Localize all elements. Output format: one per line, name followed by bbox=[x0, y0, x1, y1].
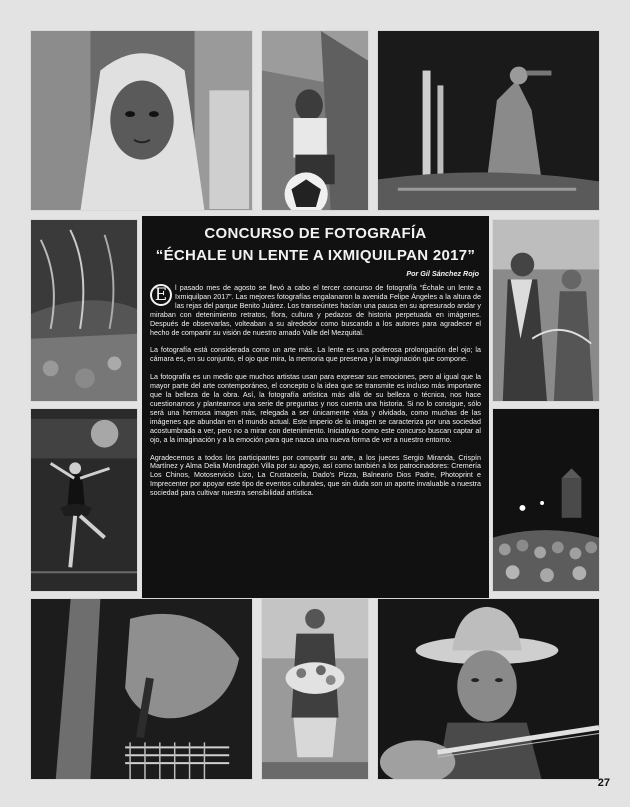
paragraph-1-text: l pasado mes de agosto se llevó a cabo el tercer concurso de fotografía “Échale un lente a Ixmiquilpan 2017”. Las mejores fotografías engalanaron la avenida Felipe Ángeles a la altura de las rejas del parque Benito Juárez. Los transeúntes hacían una pausa en su apresurado andar y miraban con detenimiento retratos, flora, cultura y pedazos de historia perpetuada en imágenes. Después de observarlas, volteaban a su alrededor como buscando a los autores para agradecer el hecho de compartir su visión de nuestro amado Valle del Mezquital. bbox=[150, 284, 481, 337]
article-byline: Por Gil Sánchez Rojo bbox=[406, 269, 479, 278]
article-paragraph-4: Agradecemos a todos los participantes por compartir su arte, a los jueces Sergio Miranda, Crispín Martínez y Alma Delia Mondragón Villa por su apoyo, así como también a los patrocinadores: Cremería Los Chinos, Motoservicio Lizo, La Crustacería, Dado's Pizza, Balneario Dios Padre, Photoprint e Imprecenter por apoyar este tipo de eventos culturales, que sin duda son un aporte invaluable a nuestra sociedad para cultivar nuestra sensibilidad artística. bbox=[150, 453, 481, 498]
article-paragraph-1 bbox=[150, 284, 481, 337]
photo-market-women bbox=[492, 219, 600, 402]
photo-hands-weaving bbox=[30, 598, 253, 780]
article-title-line2: “ÉCHALE UN LENTE A IXMIQUILPAN 2017” bbox=[155, 247, 476, 264]
page-number: 27 bbox=[597, 777, 610, 789]
photo-boy-with-soccer-ball bbox=[261, 30, 369, 211]
article-title-line1: CONCURSO DE FOTOGRAFÍA bbox=[204, 225, 427, 242]
article-paragraph-2: La fotografía está considerada como un arte más. La lente es una poderosa prolongación del ojo; la cámara es, en su conjunto, el ojo que mira, la memoria que preserva y la imaginación que compone. bbox=[150, 346, 481, 364]
photo-woman-with-flowers bbox=[261, 598, 369, 780]
dropcap-letter: E bbox=[150, 284, 172, 306]
photo-guitarist-in-hat bbox=[377, 598, 600, 780]
article-block bbox=[142, 216, 489, 598]
photo-festival-crowd bbox=[492, 408, 600, 592]
photo-ballet-dancer bbox=[30, 408, 138, 592]
photo-night-sculptures bbox=[377, 30, 600, 211]
photo-girl-in-shawl bbox=[30, 30, 253, 211]
photo-river-trees bbox=[30, 219, 138, 402]
article-paragraph-3: La fotografía es un medio que muchos artistas usan para expresar sus emociones, pero al igual que la mayor parte del arte contemporáneo, el concepto o la idea que se transmite es incluso más importante que la belleza de la obra. Así, la fotografía artística más allá de su belleza o técnica, nos hace cuestionarnos y plantearnos una serie de preguntas y nos cuenta una historia. Si no lo consigue, sólo será una hermosa imagen más, relegada a ser únicamente vista y olvidada, como muchas de las imágenes que abundan en el mundo actual. Este imperio de la imagen se caracteriza por una sociedad acostumbrada a ver, pero no a mirar con detenimiento. Iniciativas como este concurso buscan captar al ojo, a la imaginación y a la emoción para que nazca una nueva forma de ver a nuestro entorno. bbox=[150, 373, 481, 444]
